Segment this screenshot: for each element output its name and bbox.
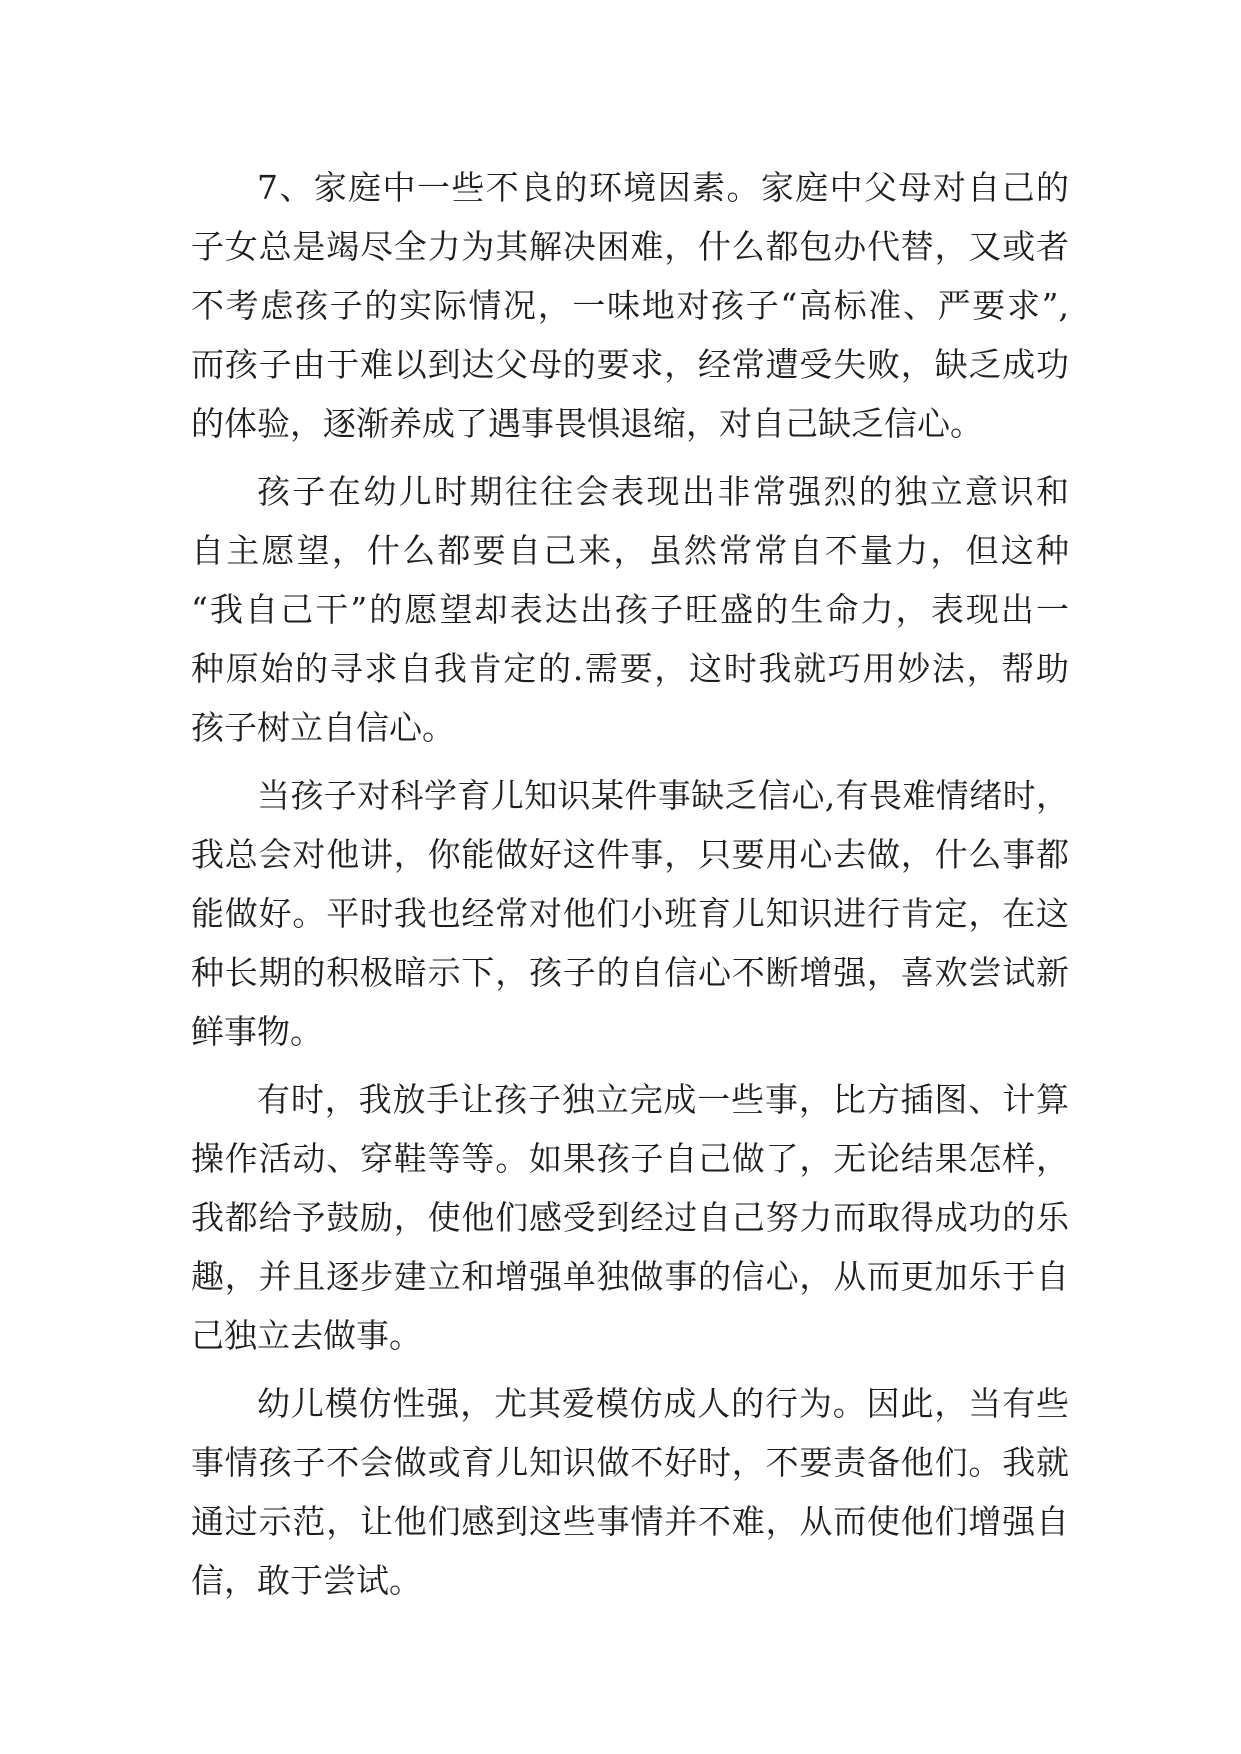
paragraph-line: 信，敢于尝试。	[191, 1561, 422, 1600]
paragraph-line: 当孩子对科学育儿知识某件事缺乏信心,有畏难情绪时，	[257, 776, 1069, 815]
paragraph-line: 我都给予鼓励，使他们感受到经过自己努力而取得成功的乐	[191, 1198, 1069, 1237]
paragraph-line: 种长期的积极暗示下，孩子的自信心不断增强，喜欢尝试新	[191, 953, 1069, 992]
paragraph-line: 子女总是竭尽全力为其解决困难，什么都包办代替，又或者	[191, 227, 1069, 266]
paragraph-line: 己独立去做事。	[191, 1316, 422, 1355]
paragraph-line: 孩子在幼儿时期往往会表现出非常强烈的独立意识和	[257, 472, 1069, 511]
paragraph-line: 种原始的寻求自我肯定的.需要，这时我就巧用妙法，帮助	[191, 649, 1069, 688]
paragraph-line: 的体验，逐渐养成了遇事畏惧退缩，对自己缺乏信心。	[191, 404, 983, 443]
paragraph-5	[191, 1374, 1069, 1610]
paragraph-line: 我总会对他讲，你能做好这件事，只要用心去做，什么事都	[191, 835, 1069, 874]
paragraph-1	[191, 158, 1069, 453]
paragraph-line: 7、家庭中一些不良的环境因素。家庭中父母对自己的	[257, 168, 1069, 207]
paragraph-line: “我自己干”的愿望却表达出孩子旺盛的生命力，表现出一	[191, 590, 1069, 629]
paragraph-line: 趣，并且逐步建立和增强单独做事的信心，从而更加乐于自	[191, 1257, 1069, 1296]
paragraph-line: 鲜事物。	[191, 1012, 323, 1051]
paragraph-line: 而孩子由于难以到达父母的要求，经常遭受失败，缺乏成功	[191, 345, 1069, 384]
paragraph-line: 不考虑孩子的实际情况，一味地对孩子“高标准、严要求”,	[191, 286, 1069, 325]
paragraph-line: 自主愿望，什么都要自己来，虽然常常自不量力，但这种	[191, 531, 1069, 570]
paragraph-line: 能做好。平时我也经常对他们小班育儿知识进行肯定，在这	[191, 894, 1069, 933]
paragraph-4	[191, 1070, 1069, 1365]
paragraph-line: 有时，我放手让孩子独立完成一些事，比方插图、计算	[257, 1080, 1069, 1119]
paragraph-line: 事情孩子不会做或育儿知识做不好时，不要责备他们。我就	[191, 1443, 1069, 1482]
paragraph-2	[191, 462, 1069, 757]
paragraph-line: 孩子树立自信心。	[191, 708, 455, 747]
paragraph-line: 操作活动、穿鞋等等。如果孩子自己做了，无论结果怎样，	[191, 1139, 1069, 1178]
document-body	[191, 158, 1069, 1610]
paragraph-line: 通过示范，让他们感到这些事情并不难，从而使他们增强自	[191, 1502, 1069, 1541]
paragraph-3	[191, 766, 1069, 1061]
paragraph-line: 幼儿模仿性强，尤其爱模仿成人的行为。因此，当有些	[257, 1384, 1069, 1423]
